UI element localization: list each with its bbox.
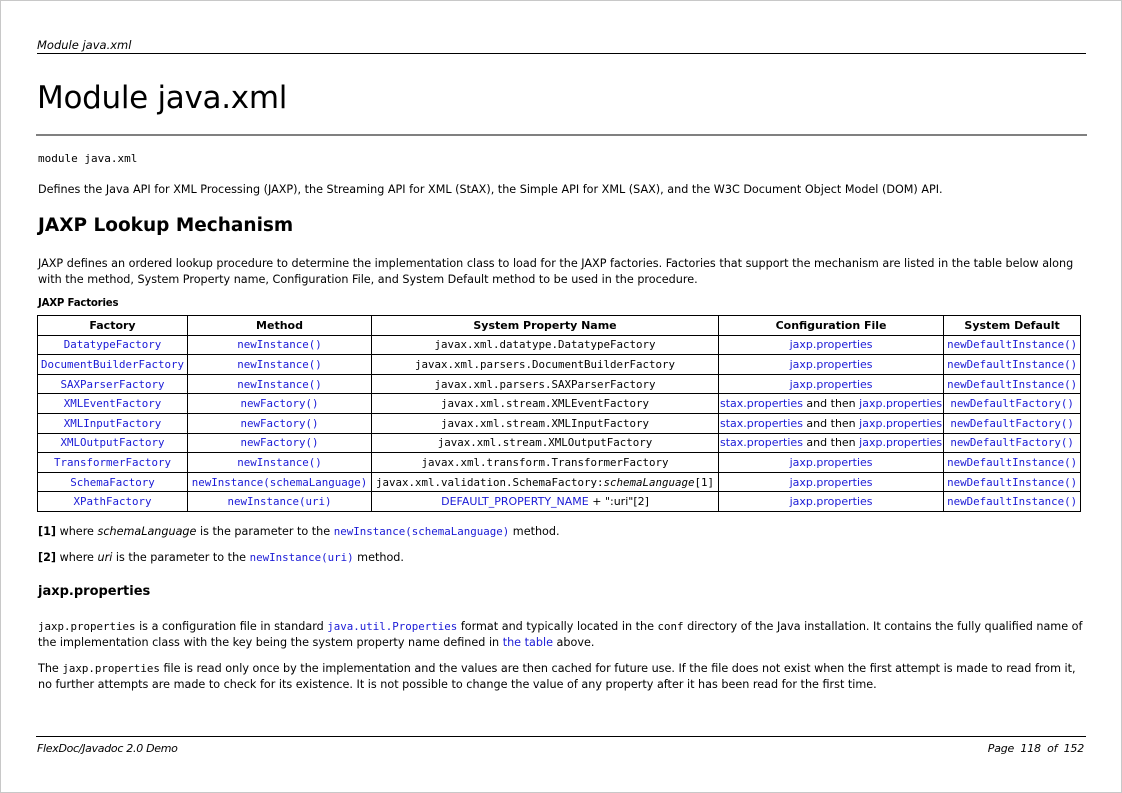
property-name: javax.xml.parsers.DocumentBuilderFactory	[414, 357, 675, 371]
paragraph-text: file is read only once by the implementation and the values are then cached for future use. If the file does not exist when the first attempt is made to read from it, no further attempts are made to check for its existence. It is not possible to change the value of any property after it has been read for the first time.	[38, 662, 1076, 691]
default-cell	[944, 492, 1081, 512]
factory-cell	[38, 413, 188, 433]
stax-properties-link[interactable]: stax.properties	[720, 397, 803, 411]
method-cell	[188, 433, 372, 453]
column-header-method: Method	[188, 316, 372, 336]
method-link[interactable]: newFactory()	[240, 416, 319, 430]
footnote-1	[38, 524, 560, 540]
footnote-text: where	[56, 551, 98, 564]
jaxp-properties-link[interactable]: jaxp.properties	[789, 377, 873, 391]
running-header: Module java.xml	[37, 39, 1086, 54]
method-cell	[188, 355, 372, 375]
property-cell	[372, 394, 719, 414]
property-cell	[372, 413, 719, 433]
config-cell	[719, 413, 944, 433]
jaxp-properties-link[interactable]: jaxp.properties	[789, 495, 873, 509]
factory-cell	[38, 472, 188, 492]
paragraph-text: directory of the Java installation. It contains the fully qualified name of the implementation class with the key being the system property name defined in	[38, 620, 1083, 649]
factory-cell	[38, 453, 188, 473]
default-method-link[interactable]: newDefaultFactory()	[950, 436, 1074, 450]
factory-cell	[38, 492, 188, 512]
column-header-default: System Default	[944, 316, 1081, 336]
method-cell	[188, 472, 372, 492]
default-cell	[944, 433, 1081, 453]
factory-cell	[38, 335, 188, 355]
method-link[interactable]: newFactory()	[240, 397, 319, 411]
footnote-text: where	[56, 525, 98, 538]
inline-code: jaxp.properties	[38, 620, 136, 633]
jaxp-factories-table	[37, 315, 1081, 512]
footer-product-label: FlexDoc/Javadoc 2.0 Demo	[37, 742, 178, 755]
default-cell	[944, 453, 1081, 473]
jaxp-properties-link[interactable]: jaxp.properties	[789, 475, 873, 489]
table-row	[38, 374, 1081, 394]
property-param: schemaLanguage	[603, 475, 695, 489]
of-label: of	[1047, 742, 1058, 755]
config-cell	[719, 355, 944, 375]
factory-link[interactable]: TransformerFactory	[53, 455, 171, 469]
method-cell	[188, 453, 372, 473]
method-cell	[188, 335, 372, 355]
property-name: javax.xml.transform.TransformerFactory	[421, 455, 669, 469]
table-row	[38, 433, 1081, 453]
property-cell	[372, 492, 719, 512]
config-connector: and then	[802, 397, 860, 411]
page-label: Page	[987, 742, 1015, 755]
factory-link[interactable]: XMLInputFactory	[63, 416, 162, 430]
config-cell	[719, 394, 944, 414]
footnote-marker: [2]	[38, 551, 57, 564]
method-link[interactable]: newFactory()	[240, 436, 319, 450]
method-cell	[188, 413, 372, 433]
paragraph-text: is a configuration file in standard	[135, 620, 328, 633]
footnote-2	[38, 550, 404, 566]
default-method-link[interactable]: newDefaultInstance()	[947, 475, 1078, 489]
config-cell	[719, 492, 944, 512]
column-header-config: Configuration File	[719, 316, 944, 336]
factory-link[interactable]: SAXParserFactory	[60, 377, 165, 391]
table-row	[38, 394, 1081, 414]
factory-link[interactable]: DocumentBuilderFactory	[40, 357, 184, 371]
default-method-link[interactable]: newDefaultInstance()	[947, 455, 1078, 469]
property-suffix: + ":uri"[2]	[588, 495, 649, 509]
table-row	[38, 355, 1081, 375]
stax-properties-link[interactable]: stax.properties	[720, 416, 803, 430]
footnote-param: uri	[97, 551, 113, 564]
factory-cell	[38, 433, 188, 453]
jaxp-properties-paragraph-1	[38, 619, 1083, 651]
config-cell	[719, 472, 944, 492]
jaxp-properties-link[interactable]: jaxp.properties	[789, 455, 873, 469]
default-cell	[944, 335, 1081, 355]
jaxp-properties-link[interactable]: jaxp.properties	[859, 436, 943, 450]
property-name: javax.xml.stream.XMLOutputFactory	[437, 436, 653, 450]
module-description: Defines the Java API for XML Processing (JAXP), the Streaming API for XML (StAX), the Simple API for XML (SAX), and the W3C Document Object Model (DOM) API.	[38, 183, 943, 196]
java-util-properties-link[interactable]: java.util.Properties	[327, 620, 458, 633]
column-header-property: System Property Name	[372, 316, 719, 336]
default-method-link[interactable]: newDefaultInstance()	[947, 357, 1078, 371]
factory-cell	[38, 374, 188, 394]
table-caption: JAXP Factories	[38, 298, 119, 309]
default-method-link[interactable]: newDefaultFactory()	[950, 397, 1074, 411]
footnote-marker: [1]	[38, 525, 57, 538]
the-table-link[interactable]: the table	[502, 636, 553, 649]
default-method-link[interactable]: newDefaultFactory()	[950, 416, 1074, 430]
table-row	[38, 413, 1081, 433]
property-cell	[372, 335, 719, 355]
config-cell	[719, 335, 944, 355]
page-total: 152	[1063, 742, 1084, 755]
factory-cell	[38, 394, 188, 414]
factory-link[interactable]: XMLEventFactory	[63, 397, 162, 411]
method-cell	[188, 394, 372, 414]
method-cell	[188, 374, 372, 394]
section-heading-lookup: JAXP Lookup Mechanism	[38, 215, 294, 236]
config-connector: and then	[802, 416, 860, 430]
property-cell	[372, 374, 719, 394]
method-link[interactable]: newInstance()	[237, 377, 322, 391]
property-cell	[372, 433, 719, 453]
method-cell	[188, 492, 372, 512]
default-cell	[944, 355, 1081, 375]
footnote-method-link[interactable]: newInstance(schemaLanguage)	[333, 525, 510, 538]
default-method-link[interactable]: newDefaultInstance()	[947, 377, 1078, 391]
paragraph-text: The	[38, 662, 63, 675]
page-number	[988, 742, 1084, 755]
paragraph-text: above.	[552, 636, 595, 649]
property-name: javax.xml.datatype.DatatypeFactory	[434, 338, 656, 352]
page-title: Module java.xml	[37, 80, 288, 116]
factory-cell	[38, 355, 188, 375]
factory-link[interactable]: SchemaFactory	[70, 475, 155, 489]
jaxp-properties-link[interactable]: jaxp.properties	[789, 357, 873, 371]
column-header-factory: Factory	[38, 316, 188, 336]
lookup-description: JAXP defines an ordered lookup procedure to determine the implementation class to load for the JAXP factories. Factories that support the mechanism are listed in the table below along with the method, System Property name, Configuration File, and System Default method to be used in the procedure.	[38, 257, 1074, 286]
property-name: javax.xml.validation.SchemaFactory:	[375, 475, 604, 489]
config-cell	[719, 374, 944, 394]
table-row	[38, 492, 1081, 512]
property-cell	[372, 472, 719, 492]
jaxp-properties-link[interactable]: jaxp.properties	[859, 397, 943, 411]
default-method-link[interactable]: newDefaultInstance()	[947, 338, 1078, 352]
factory-link[interactable]: XPathFactory	[73, 495, 152, 509]
method-link[interactable]: newInstance(uri)	[227, 495, 332, 509]
table-row	[38, 335, 1081, 355]
footer-divider	[36, 736, 1086, 737]
table-row	[38, 453, 1081, 473]
footnote-param: schemaLanguage	[97, 525, 197, 538]
title-divider	[36, 134, 1087, 136]
default-cell	[944, 413, 1081, 433]
footnote-text: is the parameter to the	[196, 525, 334, 538]
default-cell	[944, 394, 1081, 414]
default-method-link[interactable]: newDefaultInstance()	[947, 495, 1078, 509]
jaxp-properties-paragraph-2	[38, 661, 1083, 693]
config-connector: and then	[802, 436, 860, 450]
jaxp-properties-link[interactable]: jaxp.properties	[789, 338, 873, 352]
method-link[interactable]: newInstance(schemaLanguage)	[191, 475, 368, 489]
config-cell	[719, 453, 944, 473]
property-name: javax.xml.stream.XMLEventFactory	[440, 397, 649, 411]
stax-properties-link[interactable]: stax.properties	[720, 436, 803, 450]
section-heading-jaxp-properties: jaxp.properties	[38, 584, 151, 599]
module-declaration: module java.xml	[38, 152, 138, 165]
default-property-name-link[interactable]: DEFAULT_PROPERTY_NAME	[441, 495, 589, 509]
footnote-text: method.	[353, 551, 404, 564]
footnote-text: method.	[509, 525, 560, 538]
property-name: javax.xml.parsers.SAXParserFactory	[434, 377, 656, 391]
table-header-row	[38, 316, 1081, 336]
paragraph-text: format and typically located in the	[457, 620, 658, 633]
method-link[interactable]: newInstance()	[237, 357, 322, 371]
page-current: 118	[1020, 742, 1041, 755]
property-cell	[372, 355, 719, 375]
inline-code: conf	[657, 620, 684, 633]
default-cell	[944, 472, 1081, 492]
property-cell	[372, 453, 719, 473]
property-suffix: [1]	[694, 475, 715, 489]
default-cell	[944, 374, 1081, 394]
config-cell	[719, 433, 944, 453]
method-link[interactable]: newInstance()	[237, 338, 322, 352]
jaxp-properties-link[interactable]: jaxp.properties	[859, 416, 943, 430]
table-row	[38, 472, 1081, 492]
property-name: javax.xml.stream.XMLInputFactory	[440, 416, 649, 430]
factory-link[interactable]: XMLOutputFactory	[60, 436, 165, 450]
footnote-method-link[interactable]: newInstance(uri)	[249, 551, 354, 564]
footnote-text: is the parameter to the	[112, 551, 250, 564]
inline-code: jaxp.properties	[62, 662, 160, 675]
method-link[interactable]: newInstance()	[237, 455, 322, 469]
factory-link[interactable]: DatatypeFactory	[63, 338, 162, 352]
